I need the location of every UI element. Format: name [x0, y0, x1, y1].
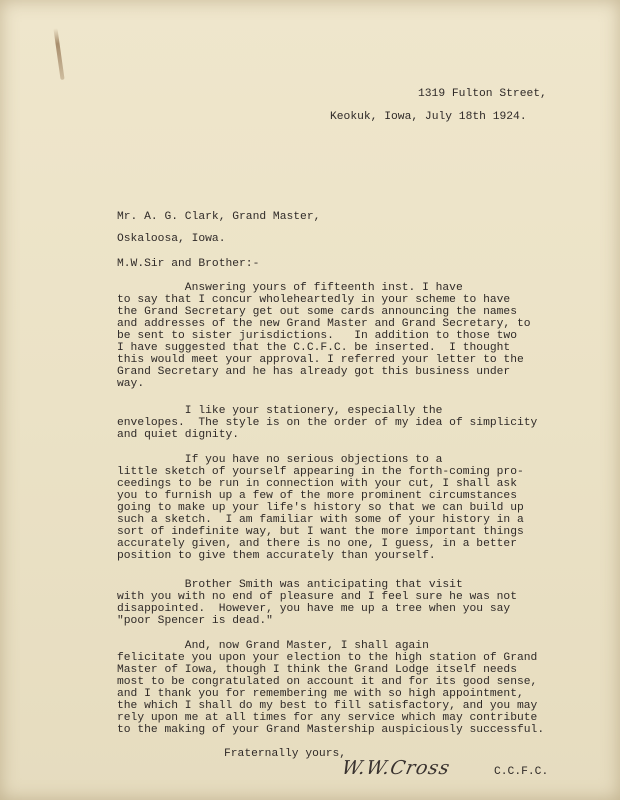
paragraph-3	[117, 454, 587, 562]
text-line: the which I shall do my best to fill satisfactory, and you may	[117, 700, 538, 712]
paragraph-4	[117, 579, 587, 627]
text-line: Grand Secretary and he has already got this business under	[117, 366, 511, 378]
text-line: such a sketch. I am familiar with some of your history in a	[117, 514, 524, 526]
text-line: Master of Iowa, though I think the Grand Lodge itself needs	[117, 664, 517, 676]
text-line: you to furnish up a few of the more prominent circumstances	[117, 490, 517, 502]
text-line: If you have no serious objections to a	[117, 454, 443, 466]
text-line: little sketch of yourself appearing in the forth-coming pro-	[117, 466, 524, 478]
text-line: with you with no end of pleasure and I feel sure he was not	[117, 591, 517, 603]
address-date: Keokuk, Iowa, July 18th 1924.	[330, 111, 527, 123]
text-line: rely upon me at all times for any service which may contribute	[117, 712, 538, 724]
text-line: felicitate you upon your election to the high station of Grand	[117, 652, 538, 664]
text-line: Brother Smith was anticipating that visit	[117, 579, 463, 591]
text-line: be sent to sister jurisdictions. In addition to those two	[117, 330, 517, 342]
text-line: way.	[117, 378, 145, 390]
text-line: accurately given, and there is no one, I guess, in a better	[117, 538, 517, 550]
text-line: And, now Grand Master, I shall again	[117, 640, 429, 652]
address-street: 1319 Fulton Street,	[418, 88, 547, 100]
text-line: and quiet dignity.	[117, 429, 240, 441]
text-line: ceedings to be run in connection with your cut, I shall ask	[117, 478, 517, 490]
paragraph-5	[117, 640, 587, 736]
paper-stain	[53, 28, 64, 80]
text-line: going to make up your life's history so that we can build up	[117, 502, 524, 514]
text-line: this would meet your approval. I referred your letter to the	[117, 354, 524, 366]
text-line: I like your stationery, especially the	[117, 405, 443, 417]
text-line: position to give them accurately than yourself.	[117, 550, 436, 562]
signature-title: C.C.F.C.	[494, 766, 549, 778]
text-line: "poor Spencer is dead."	[117, 615, 273, 627]
text-line: most to be congratulated on account it and for its good sense,	[117, 676, 538, 688]
text-line: to the making of your Grand Mastership auspiciously successful.	[117, 724, 545, 736]
text-line: sort of indefinite way, but I want the more important things	[117, 526, 524, 538]
recipient-city: Oskaloosa, Iowa.	[117, 233, 226, 245]
text-line: Answering yours of fifteenth inst. I have	[117, 282, 463, 294]
salutation: M.W.Sir and Brother:-	[117, 258, 260, 270]
paragraph-1	[117, 282, 587, 390]
closing: Fraternally yours,	[224, 748, 347, 760]
text-line: envelopes. The style is on the order of my idea of simplicity	[117, 417, 538, 429]
text-line: to say that I concur wholeheartedly in your scheme to have	[117, 294, 511, 306]
handwritten-signature: W.W.Cross	[339, 757, 453, 779]
paragraph-2	[117, 405, 587, 441]
text-line: and addresses of the new Grand Master and Grand Secretary, to	[117, 318, 531, 330]
recipient-name: Mr. A. G. Clark, Grand Master,	[117, 211, 321, 223]
text-line: the Grand Secretary get out some cards announcing the names	[117, 306, 517, 318]
text-line: I have suggested that the C.C.F.C. be inserted. I thought	[117, 342, 511, 354]
text-line: disappointed. However, you have me up a tree when you say	[117, 603, 511, 615]
text-line: and I thank you for remembering me with so high appointment,	[117, 688, 524, 700]
